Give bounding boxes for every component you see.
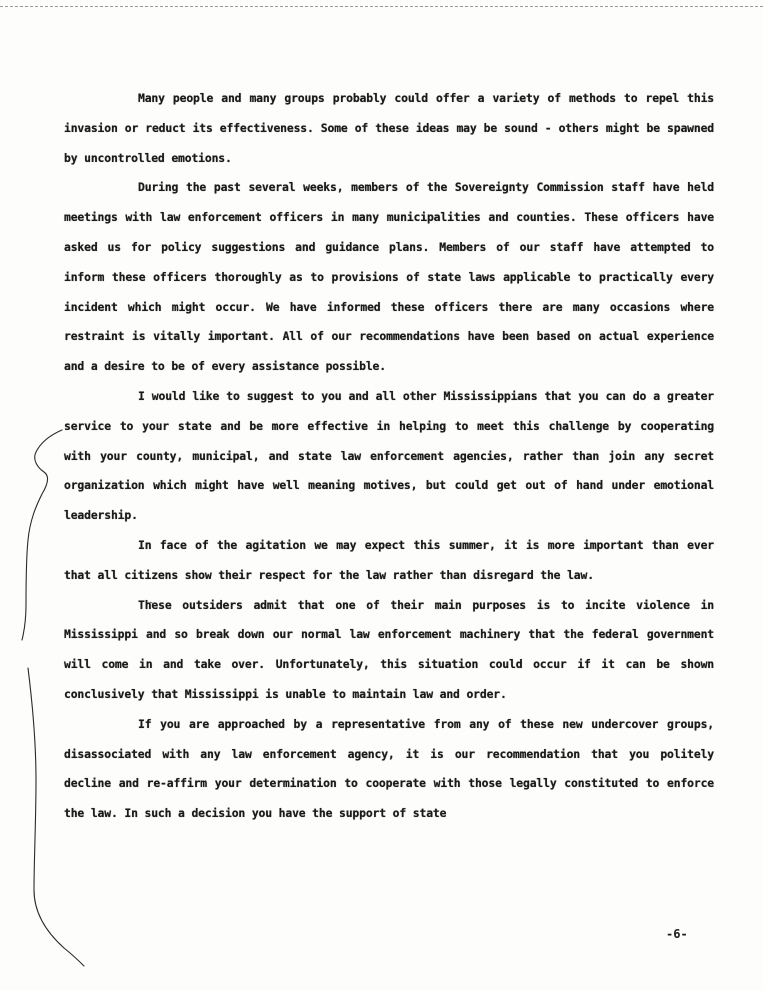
paragraph-suggestion-cooperate: I would like to suggest to you and all other Mississippians that you can do a greater service to your state and be more effective in helping to meet this challenge by cooperating with your county, municipal, and state law enforcement agencies, rather than join any secret organization which might have well meaning motives, but could get out of hand under emotional leadership.: [64, 388, 714, 523]
paragraph-commission-meetings: During the past several weeks, members of the Sovereignty Commission staff have held meetings with law enforcement officers in many municipalities and counties. These officers have asked us for policy suggestions and guidance plans. Members of our staff have attempted to inform these officers thoroughly as to provisions of state laws applicable to practically every incident which might occur. We have informed these officers there are many occasions where restraint is vitally important. All of our recommendations have been based on actual experience and a desire to be of every assistance possible.: [64, 180, 714, 374]
page-number: -6-: [666, 927, 688, 941]
paragraph-outsiders-purpose: These outsiders admit that one of their main purposes is to incite violence in Mississippi and so break down our normal law enforcement machinery that the federal government will come in and take over. Unfortunately, this situation could occur if it can be shown conclusively that Mississippi is unable to maintain law and order.: [64, 597, 714, 701]
paragraph-methods: Many people and many groups probably could offer a variety of methods to repel this invasion or reduct its effectiveness. Some of these ideas may be sound - others might be spawned by uncontrolled emotions.: [64, 91, 714, 165]
paragraph-recommendation: If you are approached by a representative from any of these new undercover groups, disassociated with any law enforcement agency, it is our recommendation that you politely decline and re-affirm your determination to cooperate with those legally constituted to enforce the law. In such a decision you have the support of state: [64, 716, 714, 821]
body-text: [64, 84, 714, 829]
paragraph-respect-law: In face of the agitation we may expect this summer, it is more important than ever that all citizens show their respect for the law rather than disregard the law.: [64, 537, 714, 582]
top-perforation-edge: [0, 6, 763, 7]
